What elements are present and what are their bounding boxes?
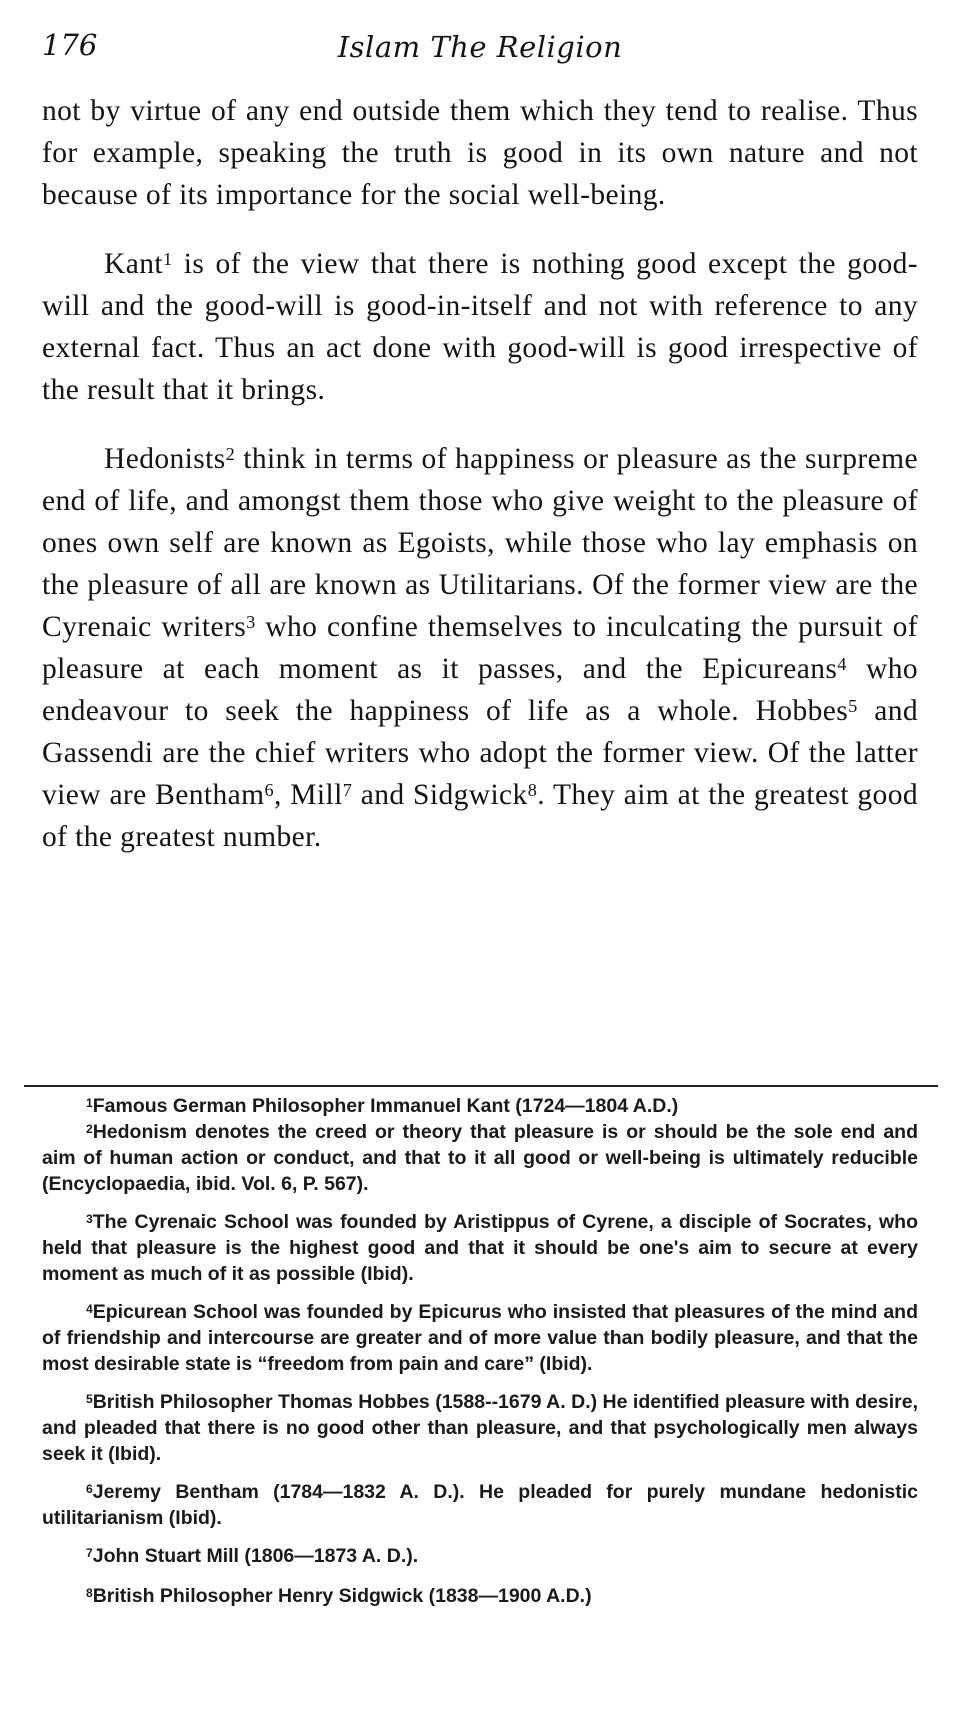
hedonists-text-a: Hedonists: [104, 443, 226, 475]
footnote-text: Epicurean School was founded by Epicurus who insisted that pleasures of the mind and of friendship and intercourse are greater and of more value than bodily pleasure, and that the most desirable state is “freedom from pain and care” (Ibid).: [42, 1301, 918, 1375]
footnote-text: The Cyrenaic School was founded by Aristippus of Cyrene, a disciple of Socrates, who held that pleasure is the highest good and that it should be one's aim to secure at every moment as much of it as possible (Ibid).: [42, 1211, 918, 1285]
footnote-3: [42, 1209, 918, 1287]
footnote-ref-8: 8: [527, 779, 538, 800]
footnote-5: [42, 1389, 918, 1467]
paragraph-kant-text-b: is of the view that there is nothing good except the good-will and the good-will is good-in-itself and not with reference to any external fact. Thus an act done with good-will is good irrespective of the result that it brings.: [42, 248, 918, 406]
footnote-ref-2: 2: [225, 443, 236, 464]
paragraph-hedonists: [42, 438, 918, 858]
footnote-number: 3: [86, 1211, 93, 1226]
footnote-number: 7: [86, 1545, 93, 1560]
paragraph-kant-text-a: Kant: [104, 248, 163, 280]
footnote-ref-1: 1: [162, 248, 173, 269]
footnote-number: 2: [86, 1121, 93, 1136]
footnote-2: [42, 1119, 918, 1197]
footnote-number: 8: [86, 1585, 93, 1600]
page-number: 176: [42, 28, 98, 62]
paragraph-1: not by virtue of any end outside them which they tend to realise. Thus for example, speaking the truth is good in its own nature and not because of its importance for the social well-being.: [42, 95, 918, 211]
footnote-divider: [24, 1085, 938, 1087]
footnote-7: [42, 1543, 918, 1569]
hedonists-text-f: , Mill: [274, 779, 343, 811]
hedonists-text-e: and Gassendi are the chief writers who adopt the former view. Of the latter view are Bentham: [42, 695, 918, 811]
footnote-number: 4: [86, 1301, 93, 1316]
footnote-text: John Stuart Mill (1806—1873 A. D.).: [92, 1545, 419, 1567]
footnote-text: Jeremy Bentham (1784—1832 A. D.). He pleaded for purely mundane hedonistic utilitarianism (Ibid).: [42, 1481, 918, 1529]
running-title: Islam The Religion: [337, 30, 623, 64]
footnote-1: [42, 1093, 918, 1119]
footnote-ref-7: 7: [342, 779, 353, 800]
footnote-8: [42, 1583, 918, 1609]
footnotes: [42, 1093, 918, 1621]
footnote-ref-3: 3: [246, 611, 256, 632]
hedonists-text-g: and Sidgwick: [352, 779, 528, 811]
hedonists-text-h: . They aim at the greatest good of the greatest number.: [42, 779, 919, 853]
page-header: [40, 22, 920, 72]
footnote-4: [42, 1299, 918, 1377]
footnote-text: Famous German Philosopher Immanuel Kant (1724—1804 A.D.): [92, 1095, 679, 1117]
hedonists-text-c: who confine themselves to inculcating the pursuit of pleasure at each moment as it passes, and the Epicureans: [42, 611, 918, 685]
paragraph-kant: [42, 243, 918, 411]
hedonists-text-b: think in terms of happiness or pleasure as the surpreme end of life, and amongst them those who give weight to the pleasure of ones own self are known as Egoists, while those who lay emphasis on the pleasure of all are known as Utilitarians. Of the former view are the Cyrenaic writers: [42, 443, 918, 643]
footnote-text: Hedonism denotes the creed or theory that pleasure is or should be the sole end and aim of human action or conduct, and that to it all good or well-being is ultimately reducible (Encyclopaedia, ibid. Vol. 6, P. 567).: [42, 1121, 918, 1195]
footnote-number: 1: [86, 1095, 93, 1110]
hedonists-text-d: who endeavour to seek the happiness of life as a whole. Hobbes: [42, 653, 918, 727]
footnote-ref-4: 4: [837, 653, 847, 674]
footnote-6: [42, 1479, 918, 1531]
footnote-ref-6: 6: [264, 779, 275, 800]
footnote-number: 6: [86, 1481, 93, 1496]
footnote-text: British Philosopher Henry Sidgwick (1838—1900 A.D.): [92, 1585, 592, 1607]
main-text: [42, 90, 918, 885]
footnote-ref-5: 5: [848, 695, 858, 716]
footnote-text: British Philosopher Thomas Hobbes (1588--1679 A. D.) He identified pleasure with desire, and pleaded that there is no good other than pleasure, and that psychologically men always seek it (Ibid).: [42, 1391, 918, 1465]
footnote-number: 5: [86, 1391, 93, 1406]
